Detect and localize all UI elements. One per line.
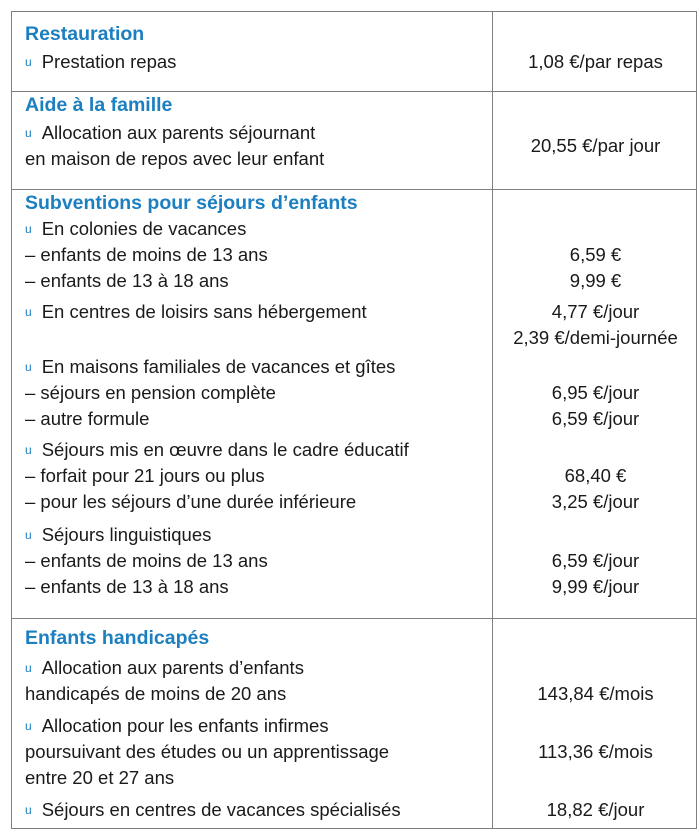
- bullet-icon: u: [25, 719, 32, 733]
- list-item: u En maisons familiales de vacances et gîtes: [25, 356, 396, 377]
- value-cell: 20,55 €/par jour: [530, 135, 661, 156]
- section-sejours: [12, 189, 696, 618]
- list-item: u Séjours en centres de vacances spécialisés: [25, 799, 401, 820]
- list-item: u Prestation repas: [25, 51, 177, 72]
- sub-item: – forfait pour 21 jours ou plus: [25, 465, 265, 486]
- sub-item: – enfants de moins de 13 ans: [25, 550, 268, 571]
- sub-item: – pour les séjours d’une durée inférieure: [25, 491, 357, 512]
- bullet-icon: u: [25, 661, 32, 675]
- value-cell: 113,36 €/mois: [538, 741, 653, 762]
- bullet-icon: u: [25, 443, 32, 457]
- value-cell: 6,59 €/jour: [551, 408, 640, 429]
- list-item: u Séjours mis en œuvre dans le cadre éducatif: [25, 439, 409, 460]
- list-item: u Séjours linguistiques: [25, 524, 212, 545]
- list-item-continuation: handicapés de moins de 20 ans: [25, 683, 287, 704]
- value-cell: 18,82 €/jour: [546, 799, 645, 820]
- list-item: u Allocation pour les enfants infirmes: [25, 715, 329, 736]
- list-item-continuation: en maison de repos avec leur enfant: [25, 148, 325, 169]
- bullet-icon: u: [25, 803, 32, 817]
- sub-item: – enfants de 13 à 18 ans: [25, 576, 229, 597]
- section-handicapes: [12, 618, 696, 828]
- sub-item: – enfants de moins de 13 ans: [25, 244, 268, 265]
- value-cell: 6,59 €/jour: [551, 550, 640, 571]
- value-cell: 4,77 €/jour: [551, 301, 640, 322]
- bullet-icon: u: [25, 528, 32, 542]
- bullet-icon: u: [25, 222, 32, 236]
- value-cell: 9,99 €/jour: [551, 576, 640, 597]
- sub-item: – séjours en pension complète: [25, 382, 276, 403]
- list-item: u En colonies de vacances: [25, 218, 247, 239]
- value-cell: 68,40 €: [564, 465, 627, 486]
- list-item: u Allocation aux parents d’enfants: [25, 657, 304, 678]
- bullet-icon: u: [25, 305, 32, 319]
- value-cell: 9,99 €: [569, 270, 622, 291]
- section-famille: [12, 91, 696, 189]
- value-cell: 2,39 €/demi-journée: [513, 327, 678, 348]
- list-item-continuation: poursuivant des études ou un apprentissage: [25, 741, 390, 762]
- value-cell: 6,59 €: [569, 244, 622, 265]
- benefits-table: [11, 11, 697, 829]
- sub-item: – autre formule: [25, 408, 150, 429]
- list-item: u En centres de loisirs sans hébergement: [25, 301, 367, 322]
- section-title: Aide à la famille: [25, 94, 173, 116]
- section-title: Subventions pour séjours d’enfants: [25, 192, 358, 214]
- bullet-icon: u: [25, 360, 32, 374]
- list-item-continuation: entre 20 et 27 ans: [25, 767, 175, 788]
- section-title: Enfants handicapés: [25, 627, 210, 649]
- list-item: u Allocation aux parents séjournant: [25, 122, 316, 143]
- value-cell: 1,08 €/par repas: [528, 51, 663, 72]
- sub-item: – enfants de 13 à 18 ans: [25, 270, 229, 291]
- section-title: Restauration: [25, 23, 145, 45]
- value-cell: 143,84 €/mois: [537, 683, 654, 704]
- bullet-icon: u: [25, 55, 32, 69]
- bullet-icon: u: [25, 126, 32, 140]
- value-cell: 6,95 €/jour: [551, 382, 640, 403]
- value-cell: 3,25 €/jour: [551, 491, 640, 512]
- section-restauration: [12, 12, 696, 91]
